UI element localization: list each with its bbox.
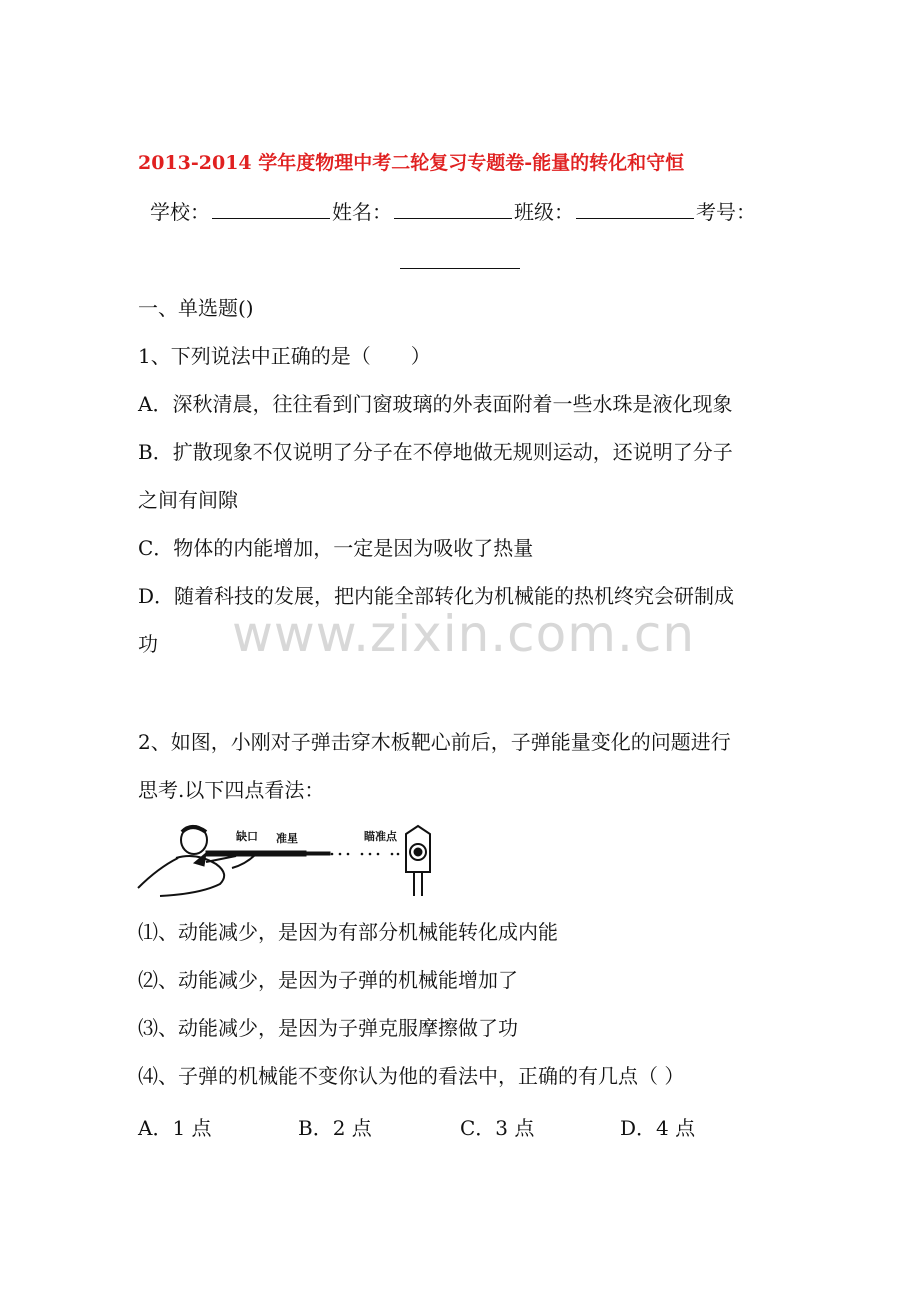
q2-point-3: ⑶、动能减少，是因为子弹克服摩擦做了功 bbox=[138, 1016, 518, 1040]
q2-option-a: A．1 点 bbox=[138, 1116, 212, 1140]
school-label: 学校： bbox=[150, 200, 210, 224]
exam-no-blank[interactable] bbox=[400, 252, 520, 269]
target-illustration bbox=[406, 826, 430, 896]
section-heading: 一、单选题() bbox=[138, 296, 254, 320]
watermark: www.zixin.com.cn bbox=[232, 605, 696, 663]
exam-no-label: 考号： bbox=[696, 200, 756, 224]
class-blank[interactable] bbox=[576, 200, 694, 219]
q1-option-a: A．深秋清晨，往往看到门窗玻璃的外表面附着一些水珠是液化现象 bbox=[138, 392, 733, 416]
label-notch: 缺口 bbox=[236, 830, 258, 843]
page-title: 2013-2014 学年度物理中考二轮复习专题卷-能量的转化和守恒 bbox=[138, 152, 685, 174]
rifle-target-figure bbox=[136, 818, 456, 898]
q1-option-b: B．扩散现象不仅说明了分子在不停地做无规则运动，还说明了分子 bbox=[138, 440, 733, 464]
label-front-sight: 准星 bbox=[276, 832, 298, 845]
q2-option-c: C．3 点 bbox=[460, 1116, 535, 1140]
q2-option-b: B．2 点 bbox=[298, 1116, 372, 1140]
q2-point-4: ⑷、子弹的机械能不变你认为他的看法中，正确的有几点（ ） bbox=[138, 1064, 685, 1088]
aim-line bbox=[331, 853, 400, 856]
class-label: 班级： bbox=[514, 200, 574, 224]
student-info-row bbox=[150, 196, 756, 225]
q1-option-d: D．随着科技的发展，把内能全部转化为机械能的热机终究会研制成 bbox=[138, 584, 735, 608]
q2-point-2: ⑵、动能减少，是因为子弹的机械能增加了 bbox=[138, 968, 518, 992]
q2-option-d: D．4 点 bbox=[620, 1116, 696, 1140]
q2-point-1: ⑴、动能减少，是因为有部分机械能转化成内能 bbox=[138, 920, 558, 944]
label-aim-point: 瞄准点 bbox=[364, 830, 397, 843]
q1-stem: 1、下列说法中正确的是（ ） bbox=[138, 344, 431, 368]
name-label: 姓名： bbox=[332, 200, 392, 224]
name-blank[interactable] bbox=[394, 200, 512, 219]
q1-option-b-cont: 之间有间隙 bbox=[138, 488, 238, 512]
q2-stem-cont: 思考.以下四点看法： bbox=[138, 778, 325, 802]
school-blank[interactable] bbox=[212, 200, 330, 219]
q1-option-c: C．物体的内能增加，一定是因为吸收了热量 bbox=[138, 536, 534, 560]
q1-option-d-cont: 功 bbox=[138, 632, 158, 656]
q2-stem: 2、如图，小刚对子弹击穿木板靶心前后，子弹能量变化的问题进行 bbox=[138, 730, 731, 754]
